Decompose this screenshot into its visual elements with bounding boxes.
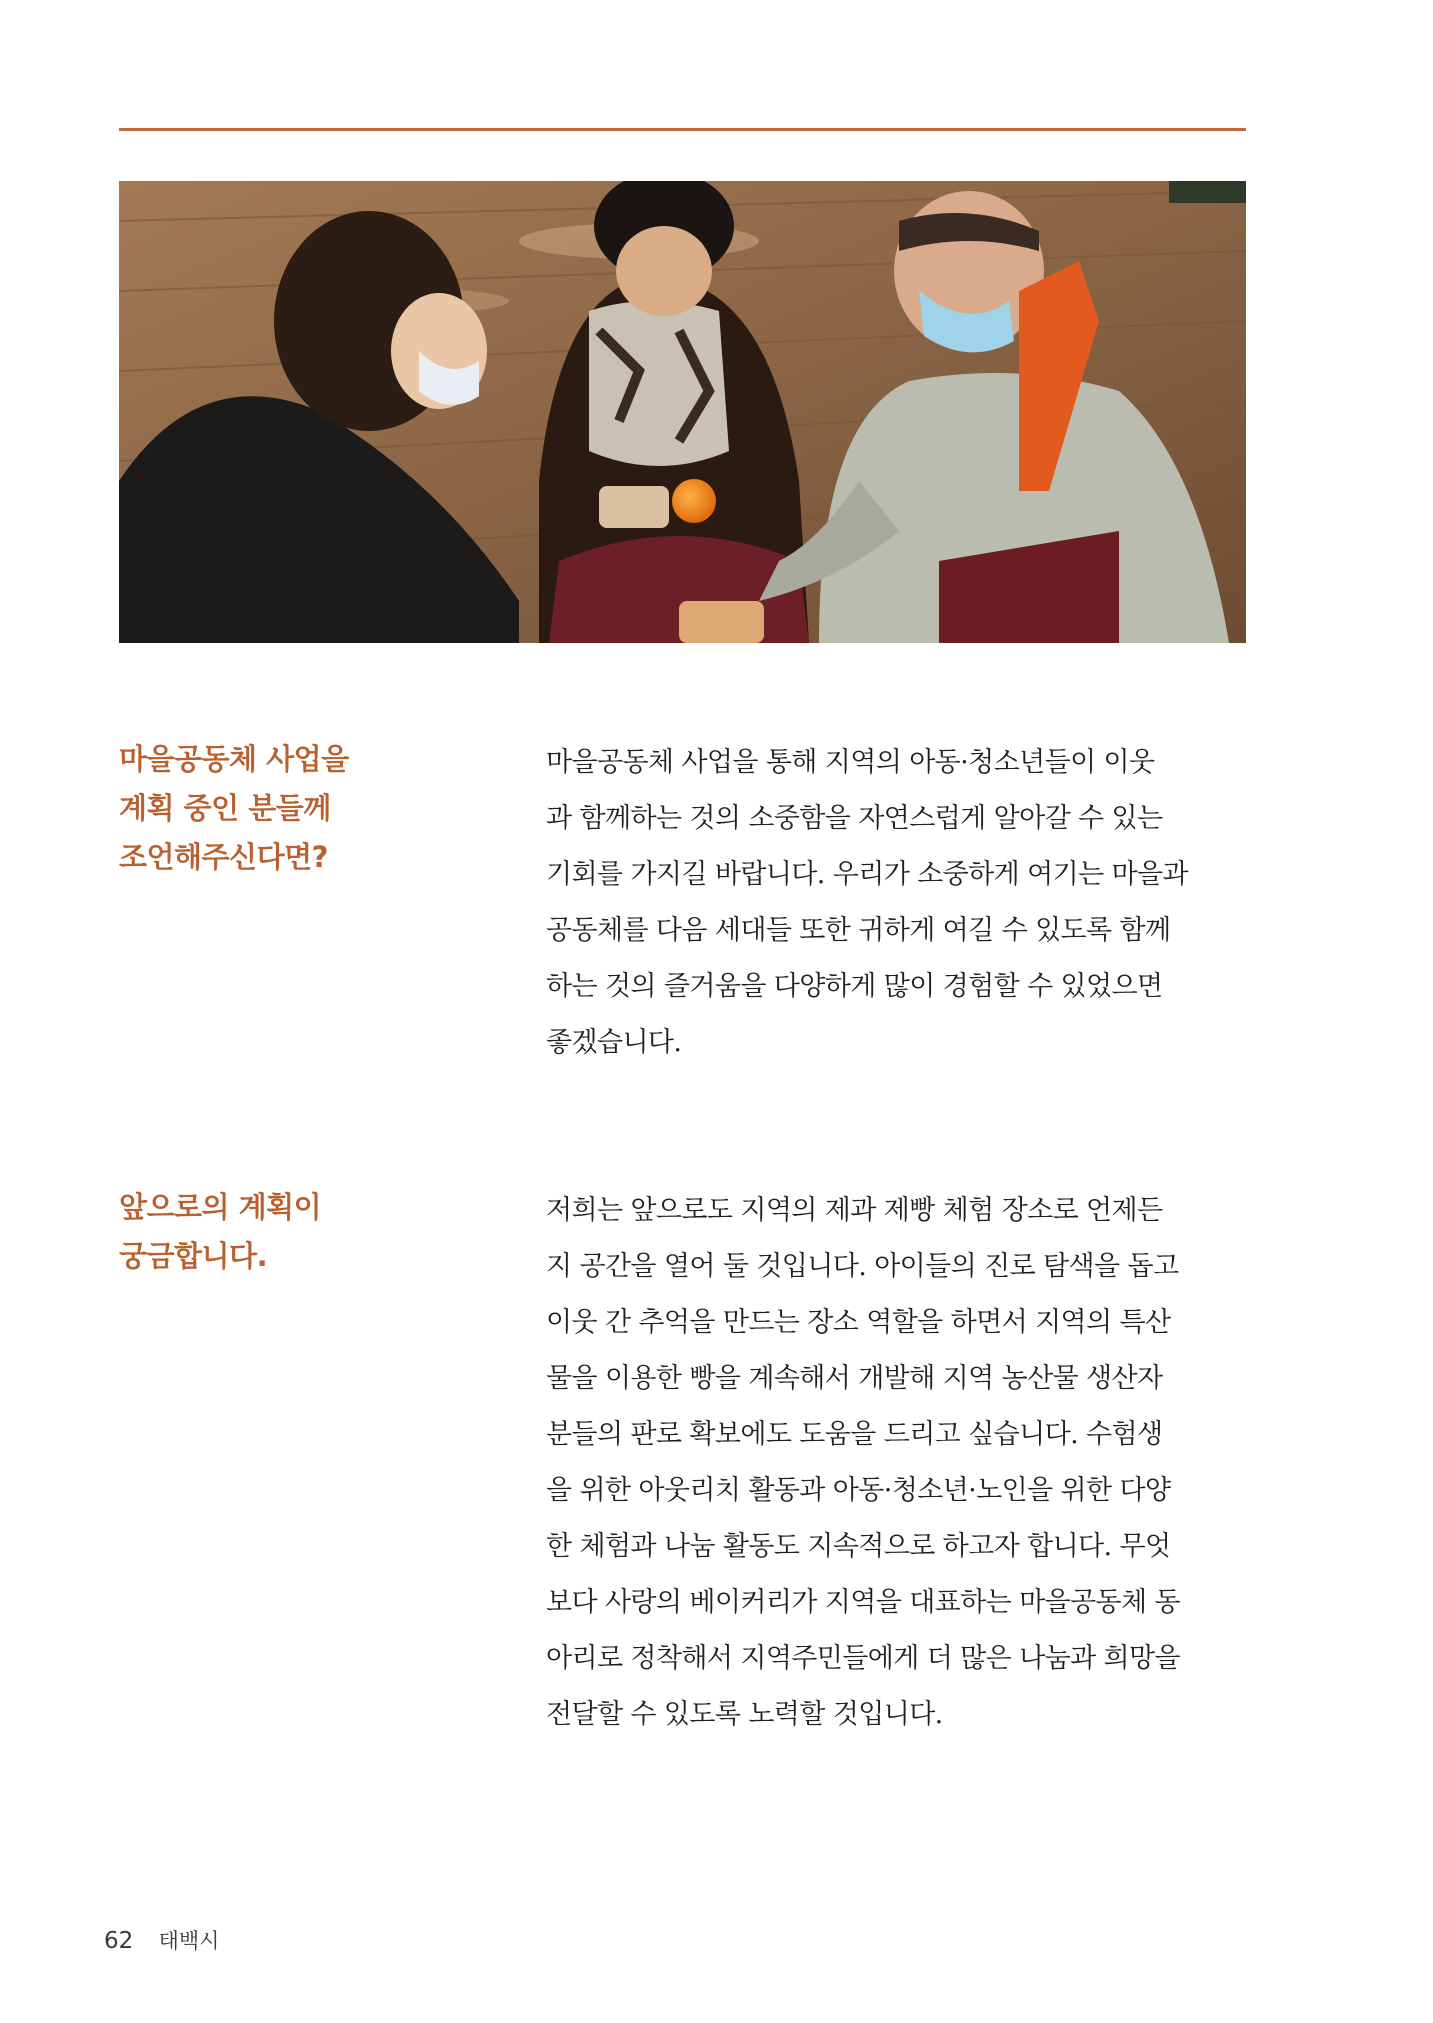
answer-line: 물을 이용한 빵을 계속해서 개발해 지역 농산물 생산자 [546, 1363, 1163, 1394]
photo-illustration [119, 181, 1246, 643]
photo-people-sharing-food [119, 181, 1246, 643]
answer-line: 아리로 정착해서 지역주민들에게 더 많은 나눔과 희망을 [546, 1643, 1180, 1674]
answer-plans [546, 1183, 1246, 1743]
answer-line: 이웃 간 추억을 만드는 장소 역할을 하면서 지역의 특산 [546, 1307, 1171, 1338]
answer-line: 과 함께하는 것의 소중함을 자연스럽게 알아갈 수 있는 [546, 803, 1163, 834]
question-line: 궁금합니다. [119, 1239, 268, 1273]
answer-line: 저희는 앞으로도 지역의 제과 제빵 체험 장소로 언제든 [546, 1195, 1163, 1226]
page-number: 62 [104, 1928, 134, 1954]
question-line: 마을공동체 사업을 [119, 742, 349, 776]
answer-line: 하는 것의 즐거움을 다양하게 많이 경험할 수 있었으면 [546, 971, 1163, 1002]
answer-line: 공동체를 다음 세대들 또한 귀하게 여길 수 있도록 함께 [546, 915, 1171, 946]
question-line: 계획 중인 분들께 [119, 791, 331, 825]
answer-line: 마을공동체 사업을 통해 지역의 아동·청소년들이 이웃 [546, 747, 1155, 778]
question-heading-plans [119, 1183, 439, 1281]
question-line: 앞으로의 계획이 [119, 1190, 322, 1224]
answer-line: 분들의 판로 확보에도 도움을 드리고 싶습니다. 수험생 [546, 1419, 1163, 1450]
question-line: 조언해주신다면? [119, 840, 328, 874]
question-heading-advice [119, 735, 439, 882]
answer-line: 지 공간을 열어 둘 것입니다. 아이들의 진로 탐색을 돕고 [546, 1251, 1179, 1282]
top-divider [119, 128, 1246, 131]
answer-line: 보다 사랑의 베이커리가 지역을 대표하는 마을공동체 동 [546, 1587, 1180, 1618]
answer-line: 기회를 가지길 바랍니다. 우리가 소중하게 여기는 마을과 [546, 859, 1188, 890]
page-footer [104, 1925, 219, 1955]
footer-city: 태백시 [158, 1929, 220, 1953]
answer-line: 전달할 수 있도록 노력할 것입니다. [546, 1699, 943, 1730]
answer-line: 을 위한 아웃리치 활동과 아동·청소년·노인을 위한 다양 [546, 1475, 1171, 1506]
answer-line: 좋겠습니다. [546, 1027, 682, 1058]
answer-advice [546, 735, 1246, 1071]
answer-line: 한 체험과 나눔 활동도 지속적으로 하고자 합니다. 무엇 [546, 1531, 1171, 1562]
